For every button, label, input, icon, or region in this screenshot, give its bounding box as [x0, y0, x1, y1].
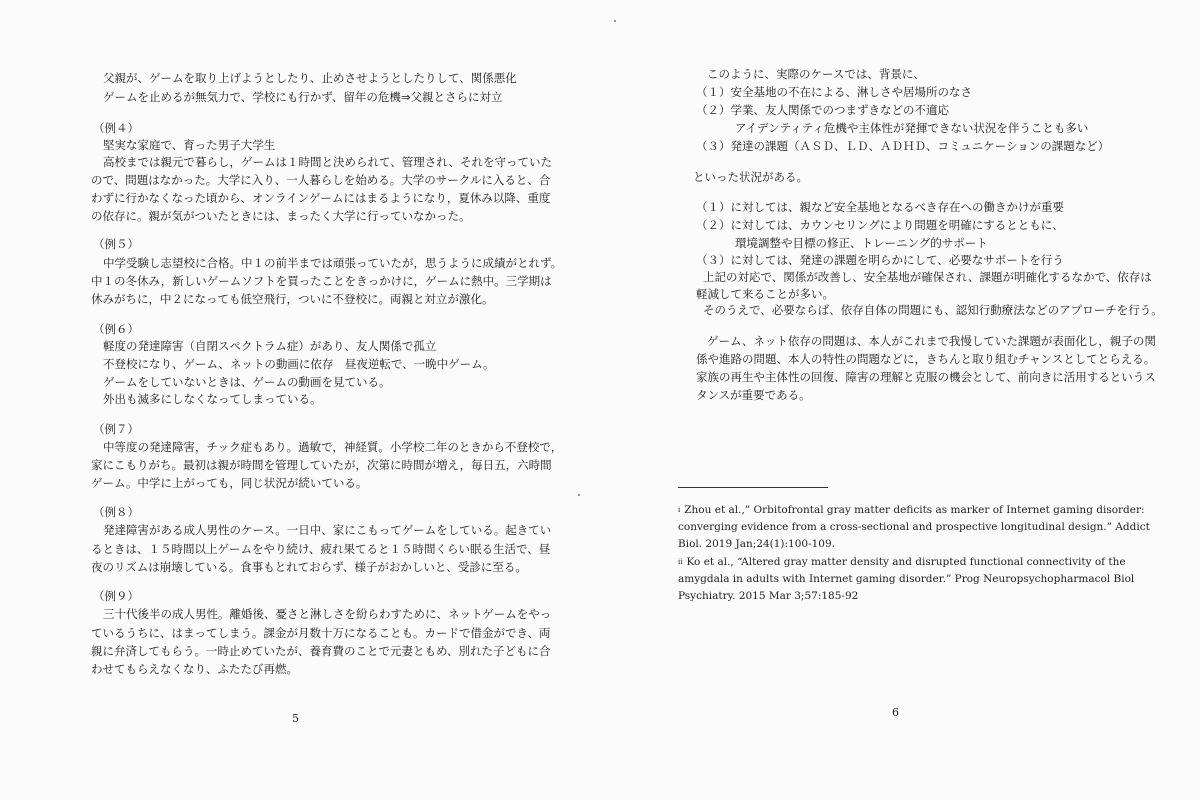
footnote	[678, 556, 1126, 569]
footnote-text: amygdala in adults with Internet gaming disorder.” Prog Neuropsychopharmacol Biol	[678, 573, 1135, 585]
footnote-text: Biol. 2019 Jan;24(1):100-109.	[678, 538, 835, 550]
text-line: 高校までは親元で暮らし，ゲームは１時間と決められて、管理され、それを守っていた	[103, 155, 552, 169]
text-line: このように、実際のケースでは、背景に、	[707, 67, 925, 81]
example-heading: （例５）	[93, 237, 139, 251]
text-line: 夜のリズムは崩壊している。食事もとれておらず、様子がおかしいと、受診に至る。	[91, 560, 527, 574]
text-line: といった状況がある。	[693, 170, 808, 184]
list-item: （１）に対しては、親など安全基地となるべき存在への働きかけが重要	[696, 200, 1064, 214]
footnote-text: Psychiatry. 2015 Mar 3;57:185-92	[678, 590, 859, 602]
text-line: 係や進路の問題、本人の特性の問題などに，きちんと取り組むチャンスとしてとらえる。	[696, 352, 1156, 366]
text-line: わずに行かなくなった頃から、オンラインゲームにはまるようになり，夏休み以降、重度	[91, 191, 551, 205]
scan-speck	[614, 20, 616, 22]
text-line: 親に弁済してもらう。一時止めていたが、養育費のことで元妻ともめ、別れた子どもに合	[91, 644, 551, 658]
text-line: 上記の対応で、関係が改善し、安全基地が確保され、課題が明確化するなかで、依存は	[703, 270, 1152, 284]
text-line: わせてもらえなくなり、ふたたび再燃。	[91, 662, 298, 676]
text-line: 堅実な家庭で、育った男子大学生	[103, 138, 276, 152]
text-line: そのうえで、必要ならば、依存自体の問題にも、認知行動療法などのアプローチを行う。	[703, 303, 1163, 317]
text-line: 中１の冬休み，新しいゲームソフトを買ったことをきっかけに，ゲームに熱中。三学期は	[91, 274, 552, 288]
text-line: 軽度の発達障害（自閉スペクトラム症）があり、友人関係で孤立	[103, 339, 437, 353]
text-line: ゲーム、ネット依存の問題は、本人がこれまで我慢していた課題が表面化し，親子の関	[707, 334, 1156, 348]
text-line: タンスが重要である。	[696, 388, 811, 402]
text-line: の依存に。親が気がついたときには、まったく大学に行っていなかった。	[91, 209, 471, 223]
footnote-text: Zhou et al.,” Orbitofrontal gray matter deficits as marker of Internet gaming disorder:	[684, 504, 1145, 516]
list-item: （２）に対しては、カウンセリングにより問題を明確にするとともに、	[696, 218, 1064, 232]
right-page	[600, 0, 1200, 800]
text-line: アイデンティティ危機や主体性が発揮できない状況を伴うことも多い	[735, 121, 1089, 135]
text-line: るときは、１５時間以上ゲームをやり続け、疲れ果てると１５時間くらい眠る生活で、昼	[91, 542, 551, 556]
example-heading: （例７）	[93, 422, 139, 436]
text-line: ゲームをしていないときは、ゲームの動画を見ている。	[103, 375, 391, 389]
text-line: 家族の再生や主体性の回復、障害の理解と克服の機会として、前向きに活用するというス	[696, 370, 1156, 384]
footnote-text: converging evidence from a cross-sectional and prospective longitudinal design.” Addict	[678, 521, 1150, 533]
footnote-marker: ii	[678, 558, 683, 566]
text-line: 家にこもりがち。最初は親が時間を管理していたが，次第に時間が増え，毎日五，六時間	[91, 458, 552, 472]
text-line: 中学受験し志望校に合格。中１の前半までは頑張っていたが，思うように成績がとれず。	[103, 256, 563, 270]
list-item: （３）発達の課題（ＡＳＤ、ＬＤ、ＡＤＨＤ、コミュニケーションの課題など）	[696, 139, 1110, 153]
list-item: （３）に対しては、発達の課題を明らかにして、必要なサポートを行う	[696, 253, 1064, 267]
example-heading: （例６）	[93, 322, 139, 336]
example-heading: （例９）	[93, 589, 139, 603]
example-heading: （例４）	[93, 121, 139, 135]
text-line: 環境調整や目標の修正、トレーニング的サポート	[735, 236, 988, 250]
footnote	[678, 504, 1145, 517]
page-number: 5	[292, 712, 299, 725]
text-line: 外出も滅多にしなくなってしまっている。	[103, 392, 322, 406]
text-line: ゲーム。中学に上がっても，同じ状況が続いている。	[91, 476, 368, 490]
text-line: 発達障害がある成人男性のケース。一日中、家にこもってゲームをしている。起きてい	[103, 523, 552, 537]
footnote-rule	[678, 487, 828, 488]
text-line: 休みがちに，中２になっても低空飛行，ついに不登校に。両親と対立が激化。	[91, 292, 494, 306]
text-line: ので、問題はなかった。大学に入り、一人暮らしを始める。大学のサークルに入ると、合	[91, 173, 551, 187]
example-heading: （例８）	[93, 505, 139, 519]
list-item: （１）安全基地の不在による、淋しさや居場所のなさ	[696, 85, 972, 99]
page-number: 6	[892, 706, 899, 719]
scan-speck	[578, 494, 580, 496]
list-item: （２）学業、友人関係でのつまずきなどの不適応	[696, 103, 949, 117]
text-line: 三十代後半の成人男性。離婚後、憂さと淋しさを紛らわすために、ネットゲームをやっ	[103, 607, 552, 621]
footnote-marker: i	[678, 506, 681, 514]
text-line: 不登校になり、ゲーム、ネットの動画に依存 昼夜逆転で、一晩中ゲーム。	[103, 357, 495, 371]
footnote-text: Ko et al., “Altered gray matter density and disrupted functional connectivity of the	[686, 556, 1126, 568]
text-line: ているうちに、はまってしまう。課金が月数十万になることも。カードで借金ができ、両	[91, 626, 551, 640]
text-line: 軽減して来ることが多い。	[696, 287, 834, 301]
text-line: ゲームを止めるが無気力で、学校にも行かず、留年の危機⇒父親とさらに対立	[103, 90, 503, 104]
text-line: 中等度の発達障害，チック症もあり。過敏で，神経質。小学校二年のときから不登校で，	[103, 440, 563, 454]
text-line: 父親が、ゲームを取り上げようとしたり、止めさせようとしたりして、関係悪化	[103, 71, 517, 85]
